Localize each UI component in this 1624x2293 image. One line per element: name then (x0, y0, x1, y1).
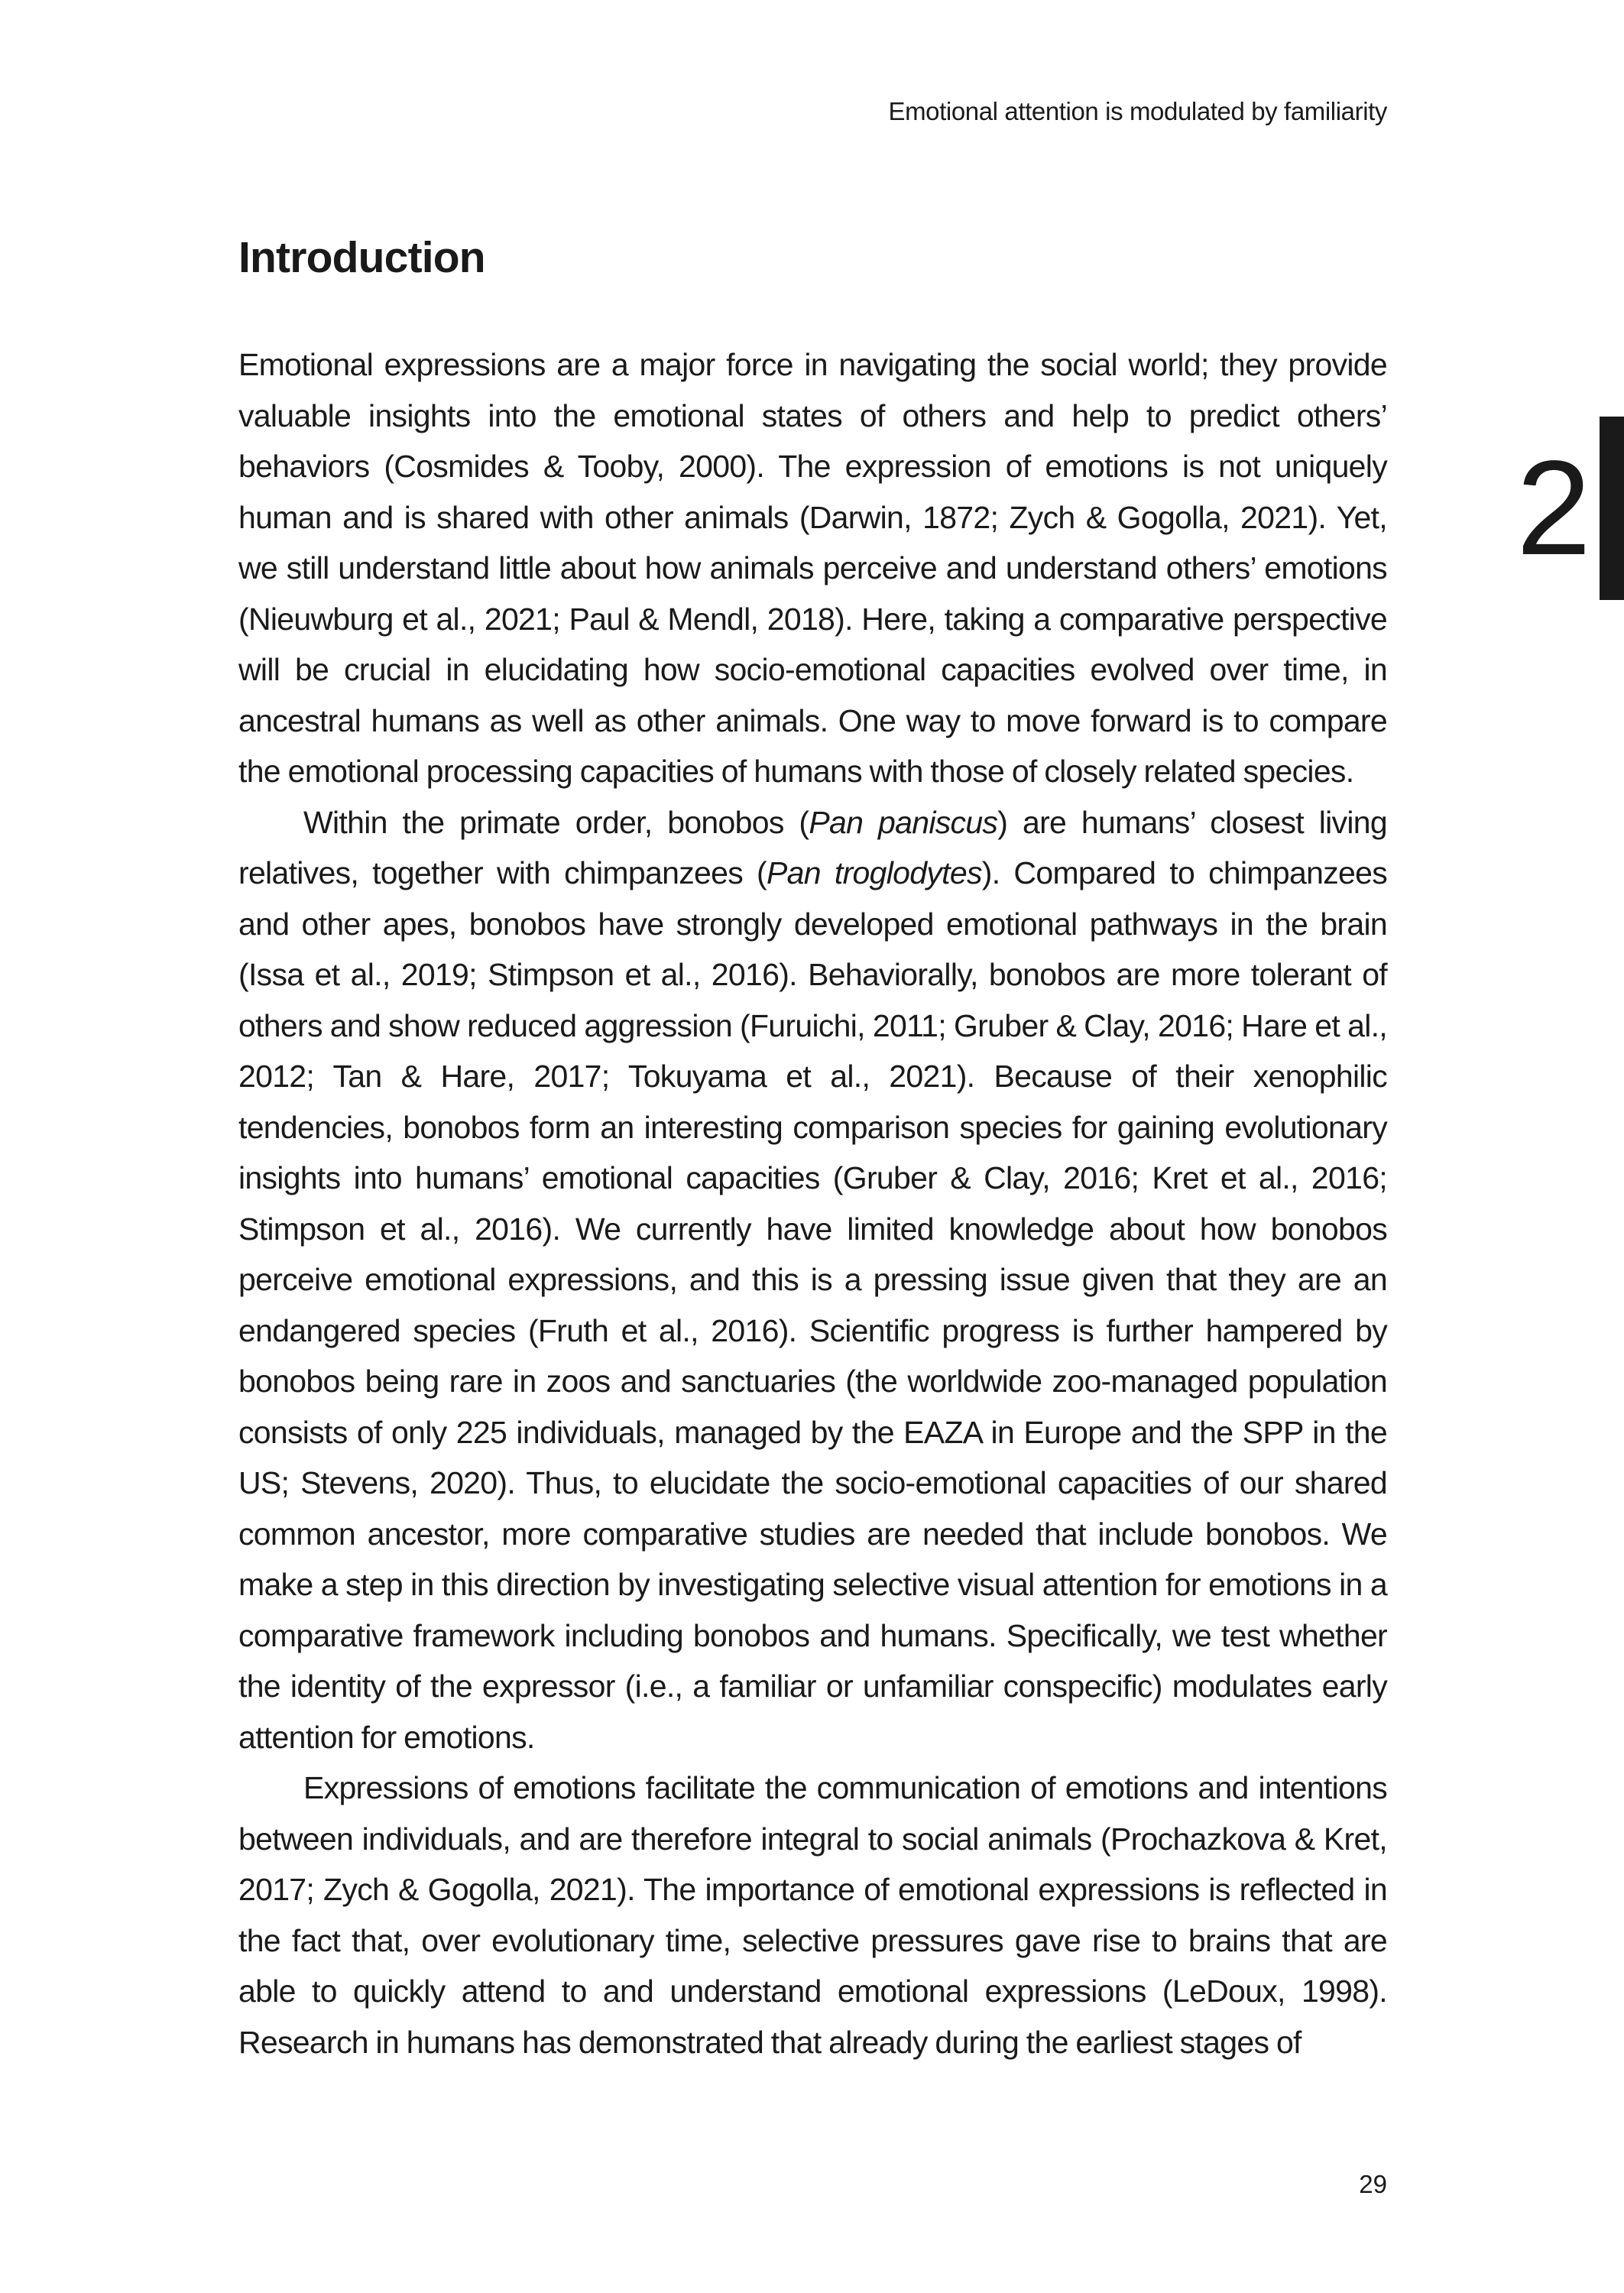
italic-text-run: Pan paniscus (809, 804, 998, 840)
italic-text-run: Pan troglodytes (767, 855, 982, 890)
text-run: ). Compared to chimpanzees and other apes, bonobos have strongly developed emotional pathways in the brain (Issa et al., 2019; Stimpson et al., 2016). Behaviorally, bonobos are more tolerant of others and show reduced aggression (Furuichi, 2011; Gruber & Clay, 2016; Hare et al., 2012; Tan & Hare, 2017; Tokuyama et al., 2021). Because of their xenophilic tendencies, bonobos form an interesting comparison species for gaining evolutionary insights into humans’ emotional capacities (Gruber & Clay, 2016; Kret et al., 2016; Stimpson et al., 2016). We currently have limited knowledge about how bonobos perceive emotional expressions, and this is a pressing issue given that they are an endangered species (Fruth et al., 2016). Scientific progress is further hampered by bonobos being rare in zoos and sanctuaries (the worldwide zoo-managed population consists of only 225 individuals, managed by the EAZA in Europe and the SPP in the US; Stevens, 2020). Thus, to elucidate the socio-emotional capacities of our shared common ancestor, more comparative studies are needed that include bonobos. We make a step in this direction by investigating selective visual attention for emotions in a comparative framework including bonobos and humans. Specifically, we test whether the identity of the expressor (i.e., a familiar or unfamiliar conspecific) modulates early attention for emotions. (238, 855, 1387, 1755)
text-run: Within the primate order, bonobos ( (303, 804, 809, 840)
section-heading: Introduction (238, 233, 485, 282)
text-run: Emotional expressions are a major force in navigating the social world; they provide valuable insights into the emotional states of others and help to predict others’ behaviors (Cosmides & Tooby, 2000). The expression of emotions is not uniquely human and is shared with other animals (Darwin, 1872; Zych & Gogolla, 2021). Yet, we still understand little about how animals perceive and understand others’ emotions (Nieuwburg et al., 2021; Paul & Mendl, 2018). Here, taking a comparative perspective will be crucial in elucidating how socio-emotional capacities evolved over time, in ancestral humans as well as other animals. One way to move forward is to compare the emotional processing capacities of humans with those of closely related species. (238, 347, 1387, 789)
text-run: ) are humans’ closest living relatives, together with chimpanzees ( (238, 804, 1387, 890)
chapter-thumb-tab (1600, 417, 1624, 600)
text-run: Expressions of emotions facilitate the communication of emotions and intentions between individuals, and are therefore integral to social animals (Prochazkova & Kret, 2017; Zych & Gogolla, 2021). The importance of emotional expressions is reflected in the fact that, over evolutionary time, selective pressures gave rise to brains that are able to quickly attend to and understand emotional expressions (LeDoux, 1998). Research in humans has demonstrated that already during the earliest stages of (238, 1770, 1387, 2060)
page-number: 29 (1359, 2170, 1387, 2198)
chapter-number: 2 (1516, 433, 1591, 583)
paragraph (238, 1763, 1387, 2068)
paragraph (238, 797, 1387, 1763)
running-header: Emotional attention is modulated by familiarity (888, 97, 1387, 125)
paragraph (238, 339, 1387, 797)
body-text (238, 339, 1387, 2068)
